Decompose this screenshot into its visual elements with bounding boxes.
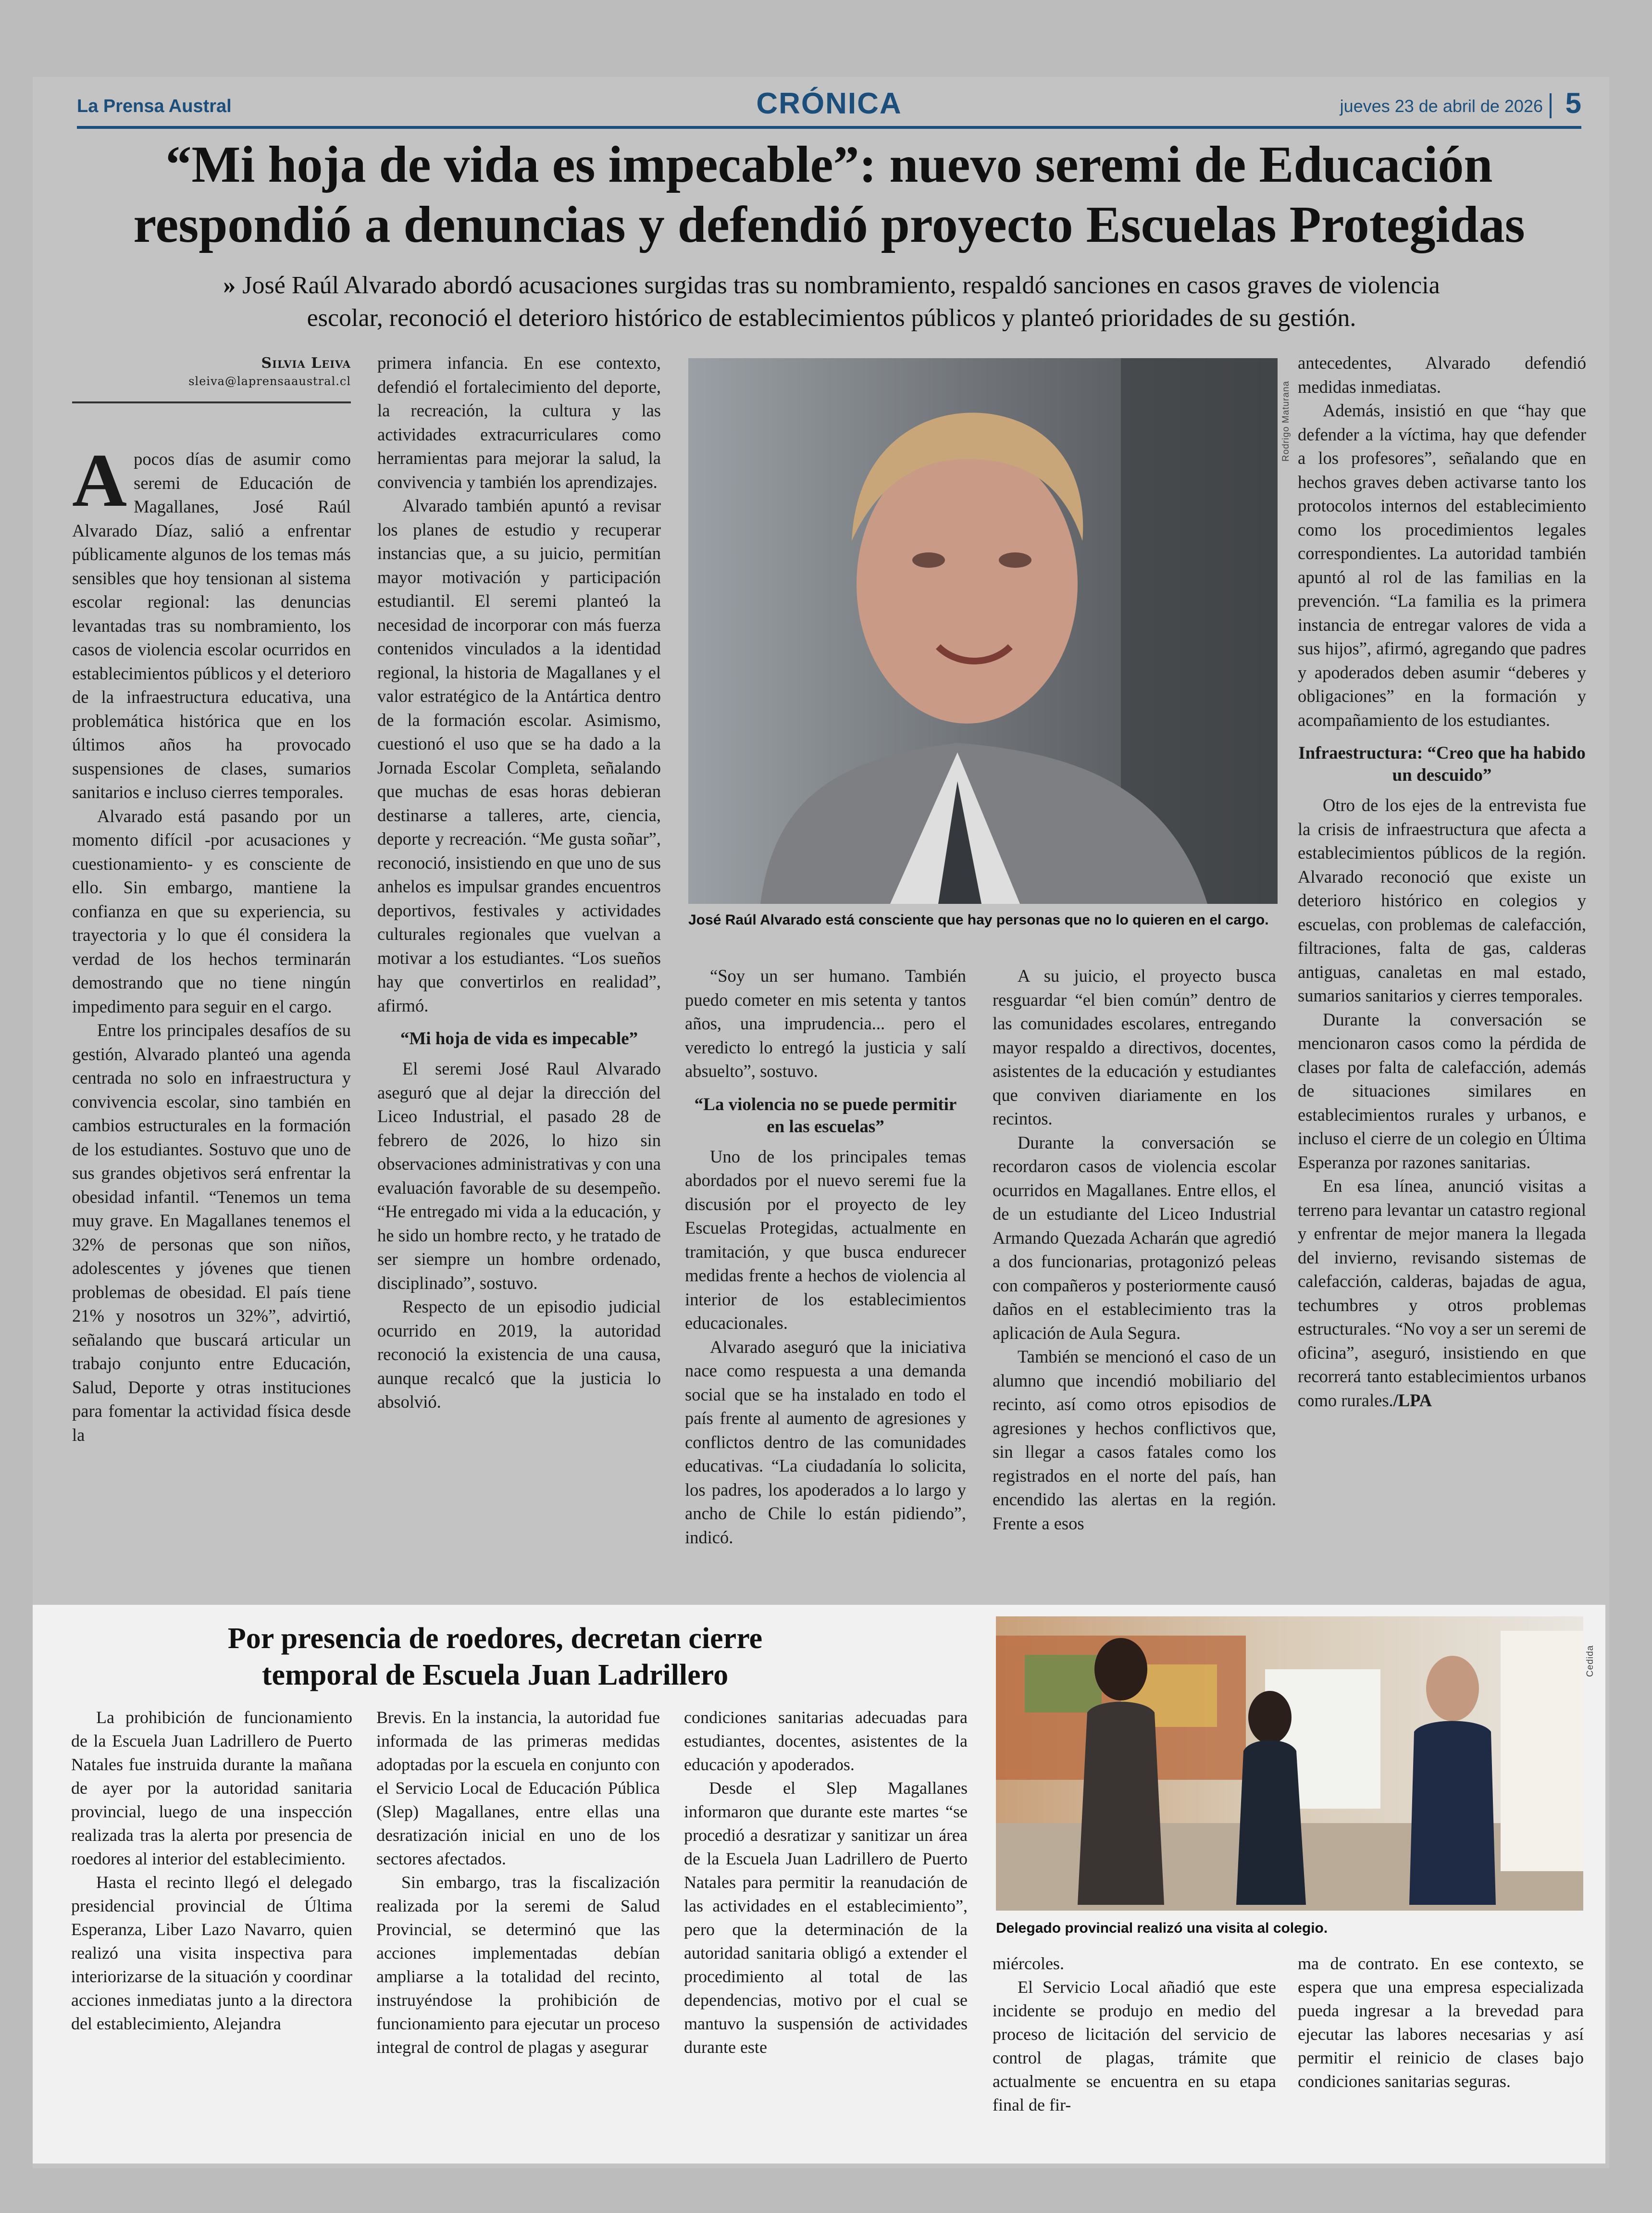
paragraph: Uno de los principales temas abordados por el nuevo seremi fue la discusión por el proyecto de ley Escuelas Protegidas, actualmente en tramitación, y que busca endurecer medidas frente a hechos de violencia al interior de los establecimientos educacionales. [685, 1146, 966, 1333]
paragraph: ma de contrato. En ese contexto, se espera que una empresa especializada pueda ingresar a la brevedad para ejecutar las labores necesarias y así permitir el reinicio de clases bajo condiciones sanitarias seguras. [1298, 1954, 1584, 2091]
paragraph: A su juicio, el proyecto busca resguardar “el bien común” dentro de las comunidades escolares, entregando mayor respaldo a directivos, docentes, asistentes de la educación y estudiantes que conviven diariamente en los recintos. [993, 966, 1276, 1128]
issue-date: jueves 23 de abril de 2026 [1340, 96, 1543, 116]
paragraph: Además, insistió en que “hay que defender a la víctima, hay que defender a los profesores”, señalando que en hechos graves deben activarse tanto los protocolos internos del establecimiento como los procedimientos legales correspondientes. La autoridad también apuntó al rol de las familias en la prevención. “La familia es la primera instancia de entregar valores de vida a sus hijos”, afirmó, agregando que padres y apoderados deben asumir “deberes y obligaciones” en la formación y acompañamiento de los estudiantes. [1298, 400, 1586, 730]
drop-cap: A [72, 438, 127, 523]
photo-credit-2: Cedida [1585, 1645, 1595, 1677]
paragraph: Durante la conversación se mencionaron casos como la pérdida de clases por falta de calefacción, además de situaciones similares en establecimientos rurales y urbanos, e incluso el cierre de un colegio en Última Esperanza por razones sanitarias. [1298, 1009, 1586, 1172]
portrait-photo [688, 358, 1278, 904]
school-visit-photo [996, 1616, 1583, 1911]
deck-line-1: José Raúl Alvarado abordó acusaciones surgidas tras su nombramiento, respaldó sanciones en casos graves de violencia [242, 272, 1440, 299]
article-column-1 [72, 438, 351, 1447]
section-name: CRÓNICA [756, 87, 902, 120]
secondary-headline-line-2: temporal de Escuela Juan Ladrillero [261, 1659, 729, 1691]
byline-rule [72, 401, 351, 403]
article-column-5 [1298, 351, 1586, 1412]
paragraph: Brevis. En la instancia, la autoridad fue informada de las primeras medidas adoptadas por la escuela en conjunto con el Servicio Local de Educación Pública (Slep) Magallanes, entre ellas una desratización inicial en uno de los sectores afectados. [376, 1708, 660, 1868]
secondary-column-5 [1298, 1952, 1584, 2093]
article-headline [77, 135, 1581, 255]
article-column-4 [993, 964, 1276, 1535]
signoff: /LPA [1393, 1390, 1432, 1410]
subheading: “La violencia no se puede permitir en las escuelas” [694, 1094, 957, 1137]
byline-name: Silvia Leiva [261, 355, 351, 372]
paragraph: Sin embargo, tras la fiscalización realizada por la seremi de Salud Provincial, se determinó que las acciones implementadas debían ampliarse a la totalidad del recinto, instruyéndose la prohibición de funcionamiento para ejecutar un proceso integral de control de plagas y asegurar [376, 1873, 660, 2057]
paragraph: El Servicio Local añadió que este incidente se produjo en medio del proceso de licitación del servicio de control de plagas, trámite que actualmente se encuentra en su etapa final de fir- [993, 1977, 1276, 2114]
secondary-headline [72, 1620, 918, 1693]
page-number: 5 [1565, 87, 1581, 119]
paragraph: antecedentes, Alvarado defendió medidas inmediatas. [1298, 353, 1586, 397]
secondary-column-3 [684, 1706, 968, 2059]
paragraph: Otro de los ejes de la entrevista fue la crisis de infraestructura que afecta a establecimientos públicos de la región. Alvarado reconoció que existe un deterioro histórico en colegios y escuelas, con problemas de calefacción, filtraciones, falta de gas, calderas antiguas, canaletas en mal estado, sumarios sanitarios y cierres temporales. [1298, 795, 1586, 1005]
school-visit-illustration [996, 1616, 1583, 1911]
deck-line-2: escolar, reconoció el deterioro histórico de establecimientos públicos y planteó prioridades de su gestión. [307, 304, 1356, 332]
portrait-illustration [688, 358, 1278, 904]
paragraph: También se mencionó el caso de un alumno que incendió mobiliario del recinto, así como otros episodios de agresiones y hechos conflictivos que, sin llegar a casos fatales como los registrados en el norte del país, han encendido las alertas en la región. Frente a esos [993, 1347, 1276, 1533]
paragraph: pocos días de asumir como seremi de Educación de Magallanes, José Raúl Alvarado Díaz, salió a enfrentar públicamente algunos de los temas más sensibles que hoy tensionan al sistema escolar regional: las denuncias levantadas tras su nombramiento, los casos de violencia escolar ocurridos en establecimientos públicos y el deterioro de la infraestructura educativa, una problemática histórica que en los últimos años ha provocado suspensiones de clases, sumarios sanitarios e incluso cierres temporales. [72, 449, 351, 802]
article-deck [144, 269, 1519, 335]
article-column-3 [685, 964, 966, 1549]
paragraph: La prohibición de funcionamiento de la Escuela Juan Ladrillero de Puerto Natales fue instruida durante la mañana de ayer por la autoridad sanitaria provincial, luego de una inspección realizada tras la alerta por presencia de roedores al interior del establecimiento. [71, 1708, 352, 1868]
photo-caption-2: Delegado provincial realizó una visita al colegio. [996, 1920, 1328, 1936]
secondary-headline-line-1: Por presencia de roedores, decretan cierre [227, 1622, 763, 1655]
paragraph: Alvarado está pasando por un momento difícil -por acusaciones y cuestionamiento- y es consciente de ello. Sin embargo, mantiene la confianza en que su experiencia, su trayectoria y lo que él considera la verdad de los hechos terminarán demostrando que no tiene ningún impedimento para seguir en el cargo. [72, 806, 351, 1016]
photo-credit: Rodrigo Maturana [1281, 380, 1291, 462]
headline-line-1: “Mi hoja de vida es impecable”: nuevo seremi de Educación [165, 136, 1493, 193]
paragraph: En esa línea, anunció visitas a terreno para levantar un catastro regional y enfrentar de mejor manera la llegada del invierno, revisando sistemas de calefacción, calderas, bajadas de agua, techumbres y otros problemas estructurales. “No voy a ser un seremi de oficina”, aseguró, insistiendo en que recorrerá tanto establecimientos urbanos como rurales./LPA [1298, 1176, 1587, 1410]
paragraph: Alvarado aseguró que la iniciativa nace como respuesta a una demanda social que se ha instalado en todo el país frente al aumento de agresiones y conflictos dentro de las comunidades educativas. “La ciudadanía lo solicita, los padres, los apoderados a lo largo y ancho de Chile lo están pidiendo”, indicó. [685, 1337, 966, 1547]
paragraph: Alvarado también apuntó a revisar los planes de estudio y recuperar instancias que, a su juicio, permitían mayor motivación y participación estudiantil. El seremi planteó la necesidad de incorporar con más fuerza contenidos vinculados a la identidad regional, la historia de Magallanes y el valor estratégico de la Antártica dentro de la formación escolar. Asimismo, cuestionó el uso que se ha dado a la Jornada Escolar Completa, señalando que muchas de esas horas debieran destinarse a talleres, arte, ciencia, deporte y recreación. “Me gusta soñar”, reconoció, insistiendo en que uno de sus anhelos es impulsar grandes encuentros deportivos, festivales y actividades culturales regionales que vuelvan a motivar a los estudiantes. “Los sueños hay que convertirlos en realidad”, afirmó. [377, 496, 661, 1015]
paragraph: El seremi José Raul Alvarado aseguró que al dejar la dirección del Liceo Industrial, el pasado 28 de febrero de 2026, lo hizo sin observaciones administrativas y con una evaluación favorable de su desempeño. “He entregado mi vida a la educación, y he sido un hombre recto, y he tratado de ser siempre un hombre ordenado, disciplinado”, sostuvo. [377, 1059, 661, 1293]
newspaper-logo: La Prensa Austral [77, 96, 232, 116]
secondary-column-1 [71, 1706, 352, 2036]
paragraph: Entre los principales desafíos de su gestión, Alvarado planteó una agenda centrada no solo en infraestructura y convivencia escolar, sino también en cambios estructurales en la formación de los estudiantes. Sostuvo que uno de sus grandes objetivos será enfrentar la obesidad infantil. “Tenemos un tema muy grave. En Magallanes tenemos el 32% de personas que son niños, adolescentes y jóvenes que tienen problemas de obesidad. El país tiene 21% y nosotros un 32%”, advirtió, señalando que buscará articular un trabajo conjunto entre Educación, Salud, Deporte y otras instituciones para fomentar la actividad física desde la [72, 1020, 351, 1445]
paragraph: Desde el Slep Magallanes informaron que durante este martes “se procedió a desratizar y sanitizar un área de la Escuela Juan Ladrillero de Puerto Natales para permitir la reanudación de las actividades en el establecimiento”, pero que la determinación de la autoridad sanitaria obligó a extender el procedimiento al total de las dependencias, motivo por el cual se mantuvo la suspensión de actividades durante este [684, 1778, 968, 2057]
paragraph: “Soy un ser humano. También puedo cometer en mis setenta y tantos años, una imprudencia... pero el veredicto lo entregó la justicia y salí absuelto”, sostuvo. [685, 966, 966, 1081]
paragraph: condiciones sanitarias adecuadas para estudiantes, docentes, asistentes de la educación y apoderados. [684, 1708, 968, 1774]
subheading: “Mi hoja de vida es impecable” [400, 1029, 638, 1049]
paragraph: Hasta el recinto llegó el delegado presidencial provincial de Última Esperanza, Liber Lazo Navarro, quien realizó una visita inspectiva para interiorizarse de la situación y coordinar acciones inmediatas junto a la directora del establecimiento, Alejandra [71, 1873, 352, 2033]
deck-marker: » [223, 272, 236, 299]
headline-line-2: respondió a denuncias y defendió proyecto Escuelas Protegidas [133, 196, 1525, 253]
paragraph: miércoles. [993, 1954, 1064, 1973]
secondary-column-4 [993, 1952, 1276, 2117]
article-column-2 [377, 351, 661, 1414]
header-separator [1550, 93, 1552, 118]
header-rule [77, 126, 1581, 129]
paragraph: Durante la conversación se recordaron casos de violencia escolar ocurridos en Magallanes. Entre ellos, el de un estudiante del Liceo Industrial Armando Quezada Acharán que agredió a dos funcionarias, protagonizó peleas con compañeros y posteriormente causó daños en el establecimiento tras la aplicación de Aula Segura. [993, 1132, 1276, 1343]
subheading: Infraestructura: “Creo que ha habido un descuido” [1298, 743, 1586, 785]
photo-caption: José Raúl Alvarado está consciente que hay personas que no lo quieren en el cargo. [688, 912, 1269, 928]
byline-email: sleiva@laprensaaustral.cl [188, 375, 351, 388]
page-header [77, 87, 1581, 125]
byline [72, 355, 351, 388]
paragraph: Respecto de un episodio judicial ocurrido en 2019, la autoridad reconoció la existencia de una causa, aunque recalcó que la justicia lo absolvió. [377, 1297, 661, 1412]
paragraph: primera infancia. En ese contexto, defendió el fortalecimiento del deporte, la recreación, la cultura y las actividades extracurriculares como herramientas para mejorar la salud, la convivencia y también los aprendizajes. [377, 353, 661, 492]
secondary-column-2 [376, 1706, 660, 2059]
